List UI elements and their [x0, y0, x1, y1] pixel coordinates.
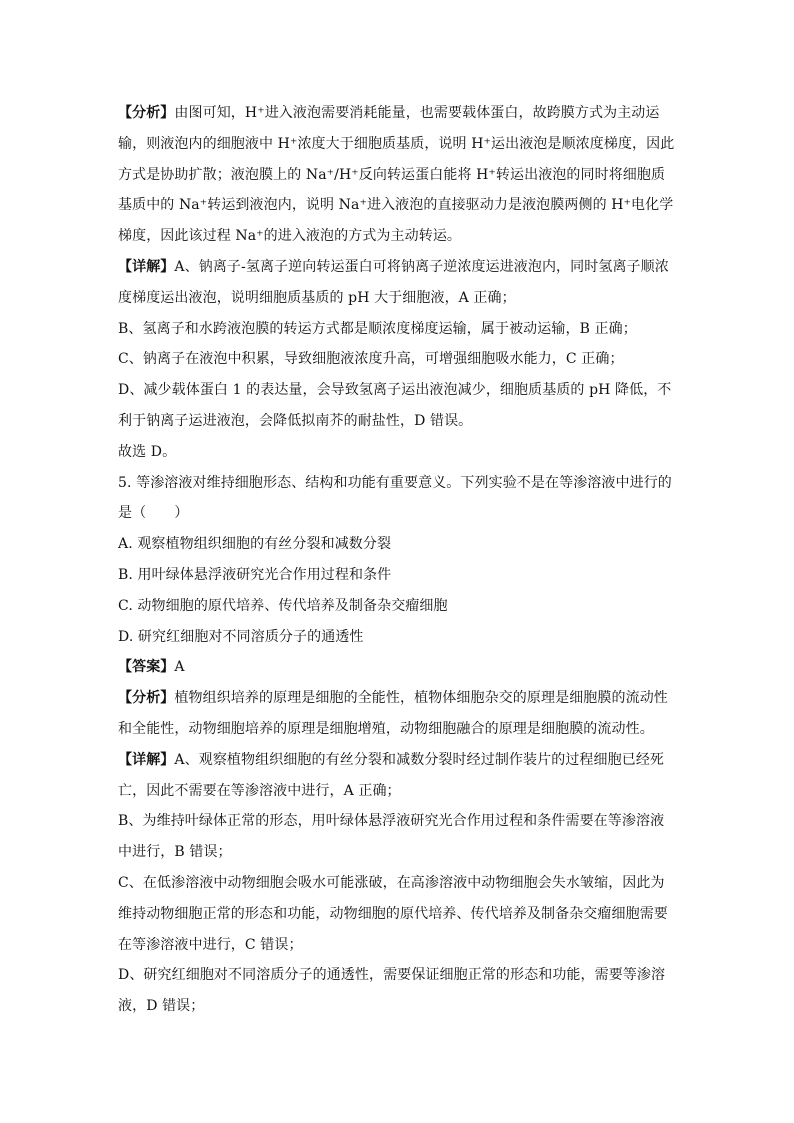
- explanation-text-d: D、减少载体蛋白 1 的表达量，会导致氢离子运出液泡减少，细胞质基质的 pH 降低，不利于钠离子运进液泡，会降低拟南芥的耐盐性，D 错误。: [118, 382, 672, 429]
- answer-label: 【答案】: [118, 659, 175, 676]
- conclusion-text: 故选 D。: [118, 443, 177, 460]
- explanation-option-b-q5: [118, 806, 678, 868]
- explanation-option-c-q5: [118, 868, 678, 960]
- explanation-label: 【详解】: [118, 258, 175, 275]
- choice-b: [118, 560, 678, 591]
- question-5-text: 5. 等渗溶液对维持细胞形态、结构和功能有重要意义。下列实验不是在等渗溶液中进行的是（ ）: [118, 474, 672, 522]
- explanation-text-a: A、钠离子-氢离子逆向转运蛋白可将钠离子逆浓度运进液泡内，同时氢离子顺浓度梯度运出液泡，说明细胞质基质的 pH 大于细胞液，A 正确；: [118, 258, 669, 306]
- choice-a-text: A. 观察植物组织细胞的有丝分裂和减数分裂: [118, 536, 392, 553]
- explanation-text-c: C、钠离子在液泡中积累，导致细胞液浓度升高，可增强细胞吸水能力，C 正确；: [118, 351, 624, 368]
- explanation-text-b: B、氢离子和水跨液泡膜的转运方式都是顺浓度梯度运输，属于被动运输，B 正确；: [118, 320, 637, 337]
- choice-c: [118, 591, 678, 622]
- explanation-text-b: B、为维持叶绿体正常的形态，用叶绿体悬浮液研究光合作用过程和条件需要在等渗溶液中进行，B 错误；: [118, 813, 665, 861]
- choice-b-text: B. 用叶绿体悬浮液研究光合作用过程和条件: [118, 566, 392, 583]
- question-5-stem: [118, 468, 678, 530]
- explanation-text-a: A、观察植物组织细胞的有丝分裂和减数分裂时经过制作装片的过程细胞已经死亡，因此不需要在等渗溶液中进行，A 正确；: [118, 751, 665, 799]
- document-body: [118, 98, 678, 1022]
- explanation-text-d: D、研究红细胞对不同溶质分子的通透性，需要保证细胞正常的形态和功能，需要等渗溶液，D 错误；: [118, 967, 666, 1015]
- analysis-text: 由图可知，H⁺进入液泡需要消耗能量，也需要载体蛋白，故跨膜方式为主动运输，则液泡内的细胞液中 H⁺浓度大于细胞质基质，说明 H⁺运出液泡是顺浓度梯度，因此方式是协助扩散；液泡膜上的 Na⁺/H⁺反向转运蛋白能将 H⁺转运出液泡的同时将细胞质基质中的 Na⁺转运到液泡内，说明 Na⁺进入液泡的直接驱动力是液泡膜两侧的 H⁺电化学梯度，因此该过程 Na⁺的进入液泡的方式为主动转运。: [118, 105, 675, 245]
- explanation-label: 【详解】: [118, 751, 175, 768]
- explanation-option-d: [118, 375, 678, 437]
- explanation-text-c: C、在低渗溶液中动物细胞会吸水可能涨破，在高渗溶液中动物细胞会失水皱缩，因此为维持动物细胞正常的形态和功能，动物细胞的原代培养、传代培养及制备杂交瘤细胞需要在等渗溶液中进行，C 错误；: [118, 874, 668, 953]
- analysis-text: 植物组织培养的原理是细胞的全能性，植物体细胞杂交的原理是细胞膜的流动性和全能性，动物细胞培养的原理是细胞增殖，动物细胞融合的原理是细胞膜的流动性。: [118, 690, 668, 737]
- explanation-paragraph-q4: [118, 252, 678, 314]
- explanation-paragraph-q5: [118, 745, 678, 807]
- explanation-option-c: [118, 344, 678, 375]
- explanation-option-d-q5: [118, 960, 678, 1022]
- choice-c-text: C. 动物细胞的原代培养、传代培养及制备杂交瘤细胞: [118, 597, 448, 614]
- explanation-option-b: [118, 314, 678, 345]
- conclusion-line: [118, 437, 678, 468]
- choice-a: [118, 529, 678, 560]
- choice-d-text: D. 研究红细胞对不同溶质分子的通透性: [118, 628, 364, 645]
- answer-text: A: [174, 659, 185, 676]
- analysis-paragraph-q5: [118, 683, 678, 745]
- answer-line: [118, 652, 678, 683]
- analysis-label: 【分析】: [118, 105, 175, 121]
- analysis-label: 【分析】: [118, 690, 175, 707]
- analysis-paragraph-q4: [118, 98, 678, 252]
- choice-d: [118, 622, 678, 653]
